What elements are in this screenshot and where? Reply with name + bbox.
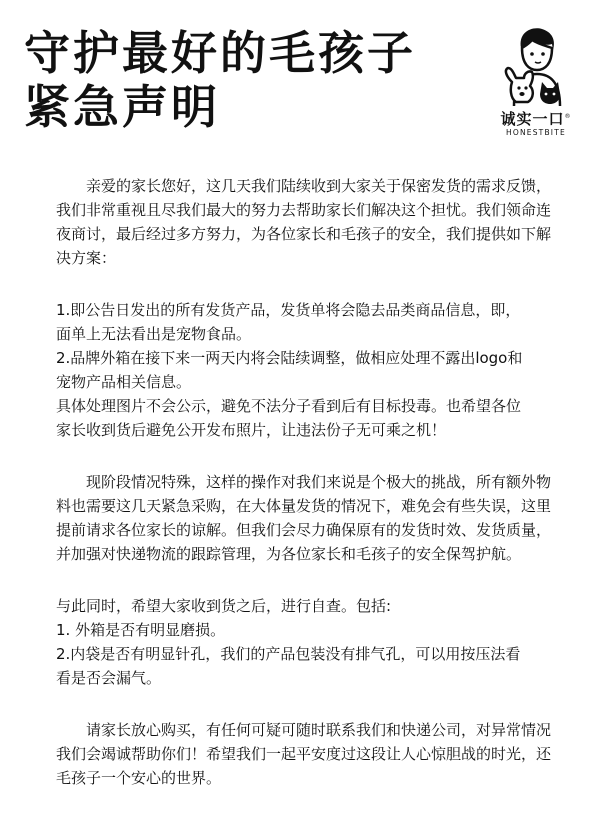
- brand-name-cn: 诚实一口®: [500, 110, 572, 128]
- paragraph-line: 现阶段情况特殊，这样的操作对我们来说是个极大的挑战，所有额外物: [86, 473, 552, 491]
- brand-logo: [486, 24, 586, 137]
- paragraph-line: 宠物产品相关信息。: [56, 373, 192, 391]
- paragraph-line: 面单上无法看出是宠物食品。: [56, 325, 252, 343]
- announcement-body: [56, 174, 586, 818]
- paragraph-line: 决方案：: [56, 249, 117, 267]
- paragraph: [56, 718, 586, 790]
- paragraph: [56, 298, 586, 442]
- paragraph: [56, 174, 586, 270]
- paragraph-line: 看是否会漏气。: [56, 669, 162, 687]
- brand-name-en: HONESTBITE: [506, 128, 566, 137]
- paragraph-line: 我们会竭诚帮助你们！希望我们一起平安度过这段让人心惊胆战的时光，还: [56, 745, 552, 763]
- paragraph-line: 料也需要这几天紧急采购，在大体量发货的情况下，难免会有些失误，这里: [56, 497, 552, 515]
- person-with-pets-icon: [502, 24, 570, 106]
- paragraph-line: 与此同时，希望大家收到货之后，进行自查。包括:: [56, 597, 392, 615]
- paragraph-line: 我们非常重视且尽我们最大的努力去帮助家长们解决这个担忧。我们领命连: [56, 201, 552, 219]
- paragraph-line: 1. 外箱是否有明显磨损。: [56, 621, 226, 639]
- title-line: 紧急声明: [24, 80, 220, 134]
- paragraph-line: 亲爱的家长您好，这几天我们陆续收到大家关于保密发货的需求反馈，: [86, 177, 552, 195]
- paragraph-line: 夜商讨，最后经过多方努力，为各位家长和毛孩子的安全，我们提供如下解: [56, 225, 552, 243]
- paragraph-line: 毛孩子一个安心的世界。: [56, 769, 222, 787]
- paragraph-line: 1.即公告日发出的所有发货产品，发货单将会隐去品类商品信息，即，: [56, 301, 521, 319]
- page-title: [24, 26, 416, 134]
- paragraph-line: 具体处理图片不会公示，避免不法分子看到后有目标投毒。也希望各位: [56, 397, 522, 415]
- paragraph-line: 请家长放心购买，有任何可疑可随时联系我们和快递公司，对异常情况: [86, 721, 552, 739]
- paragraph-line: 提前请求各位家长的谅解。但我们会尽力确保原有的发货时效、发货质量，: [56, 521, 552, 539]
- title-line: 守护最好的毛孩子: [24, 26, 416, 80]
- paragraph-line: 2.品牌外箱在接下来一两天内将会陆续调整，做相应处理不露出logo和: [56, 349, 523, 367]
- paragraph-line: 2.内袋是否有明显针孔，我们的产品包装没有排气孔，可以用按压法看: [56, 645, 521, 663]
- paragraph-line: 并加强对快递物流的跟踪管理，为各位家长和毛孩子的安全保驾护航。: [56, 545, 522, 563]
- paragraph: [56, 470, 586, 566]
- paragraph-line: 家长收到货后避免公开发布照片，让违法份子无可乘之机！: [56, 421, 447, 439]
- paragraph: [56, 594, 586, 690]
